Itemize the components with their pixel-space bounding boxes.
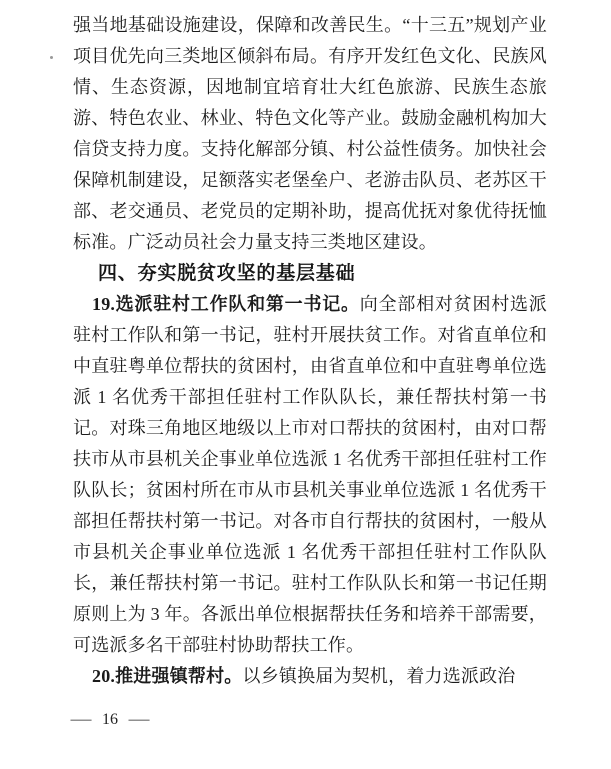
- paragraph-continuation: 强当地基础设施建设，保障和改善民生。“十三五”规划产业项目优先向三类地区倾斜布局。有序开发红色文化、民族风情、生态资源，因地制宜培育壮大红色旅游、民族生态旅游、特色农业、林业、特色文化等产业。鼓励金融机构加大信贷支持力度。支持化解部分镇、村公益性债务。加快社会保障机制建设，足额落实老堡垒户、老游击队员、老苏区干部、老交通员、老党员的定期补助，提高优抚对象优待抚恤标准。广泛动员社会力量支持三类地区建设。: [73, 15, 547, 252]
- item-20-body: 以乡镇换届为契机，着力选派政治: [242, 666, 516, 686]
- paragraph-item-20: [73, 661, 547, 692]
- page-number: 16: [102, 711, 118, 728]
- item-20-lead: 20.推进强镇帮村。: [92, 666, 243, 686]
- footer-dash-right: —: [128, 711, 150, 728]
- page-footer: [70, 711, 150, 729]
- section-heading: 四、夯实脱贫攻坚的基层基础: [98, 263, 356, 284]
- paragraph-item-19: [73, 289, 547, 661]
- footer-dash-left: —: [70, 711, 92, 728]
- item-19-lead: 19.选派驻村工作队和第一书记。: [92, 294, 360, 314]
- item-19-body: 向全部相对贫困村选派驻村工作队和第一书记，驻村开展扶贫工作。对省直单位和中直驻粤单位帮扶的贫困村，由省直单位和中直驻粤单位选派 1 名优秀干部担任驻村工作队队长，兼任帮扶村第一书记。对珠三角地区地级以上市对口帮扶的贫困村，由对口帮扶市从市县机关企事业单位选派 1 名优秀干部担任驻村工作队队长；贫困村所在市从市县机关事业单位选派 1 名优秀干部担任帮扶村第一书记。对各市自行帮扶的贫困村，一般从市县机关企事业单位选派 1 名优秀干部担任驻村工作队队长，兼任帮扶村第一书记。驻村工作队队长和第一书记任期原则上为 3 年。各派出单位根据帮扶任务和培养干部需要，可选派多名干部驻村协助帮扶工作。: [73, 294, 547, 655]
- scan-speck: [50, 56, 53, 59]
